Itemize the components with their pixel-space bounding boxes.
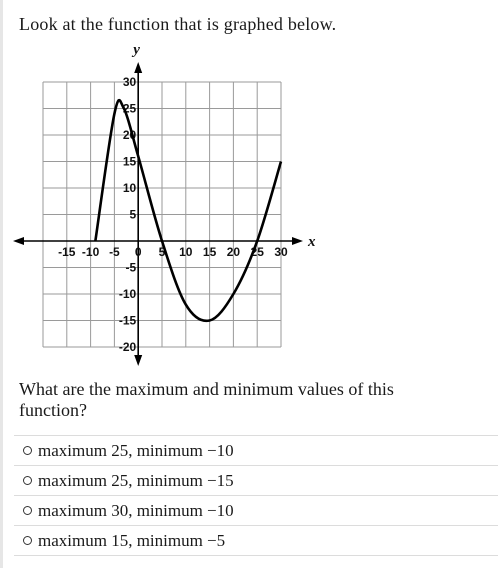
x-axis-right-arrow-icon — [292, 237, 303, 245]
x-tick-label: 10 — [179, 245, 193, 259]
radio-button-icon[interactable] — [23, 506, 32, 515]
grid — [43, 82, 281, 347]
x-tick-label: -5 — [109, 245, 120, 259]
y-tick-label: 25 — [122, 101, 137, 116]
choice-1[interactable] — [14, 435, 498, 465]
choice-2[interactable] — [14, 465, 498, 495]
y-tick-label: -5 — [125, 260, 137, 275]
y-tick-label: 15 — [122, 154, 137, 169]
choice-label: maximum 15, minimum −5 — [38, 530, 226, 550]
x-tick-label: -10 — [81, 245, 100, 259]
x-tick-label: 0 — [134, 245, 142, 259]
choice-label: maximum 25, minimum −15 — [38, 470, 234, 490]
x-axis-left-arrow-icon — [13, 237, 24, 245]
y-axis-label: y — [133, 42, 140, 58]
x-tick-label: 5 — [158, 245, 166, 259]
question-text: What are the maximum and minimum values of this function? — [19, 379, 394, 420]
x-tick-label: 30 — [274, 245, 288, 259]
radio-button-icon[interactable] — [23, 536, 32, 545]
x-tick-label: 15 — [202, 245, 217, 259]
prompt-text: Look at the function that is graphed below. — [19, 14, 337, 34]
y-tick-label: -15 — [118, 313, 137, 328]
choice-label: maximum 25, minimum −10 — [38, 440, 234, 460]
y-tick-label: 30 — [122, 75, 137, 89]
y-tick-label: 20 — [122, 128, 137, 142]
choice-label: maximum 30, minimum −10 — [38, 500, 234, 520]
choice-3[interactable] — [14, 495, 498, 525]
answer-choices — [14, 435, 498, 556]
x-tick-label: -15 — [58, 245, 76, 259]
y-tick-label: 10 — [122, 181, 137, 195]
y-axis-up-arrow-icon — [134, 62, 142, 73]
y-tick-label: 5 — [129, 207, 137, 222]
x-tick-label: 25 — [250, 245, 264, 259]
radio-button-icon[interactable] — [23, 476, 32, 485]
y-tick-label: -10 — [118, 287, 137, 301]
y-tick-label: -20 — [118, 340, 137, 354]
choice-4[interactable] — [14, 525, 498, 556]
x-tick-label: 20 — [226, 245, 241, 259]
x-axis-label: x — [308, 234, 316, 250]
y-axis-down-arrow-icon — [134, 355, 142, 366]
radio-button-icon[interactable] — [23, 446, 32, 455]
